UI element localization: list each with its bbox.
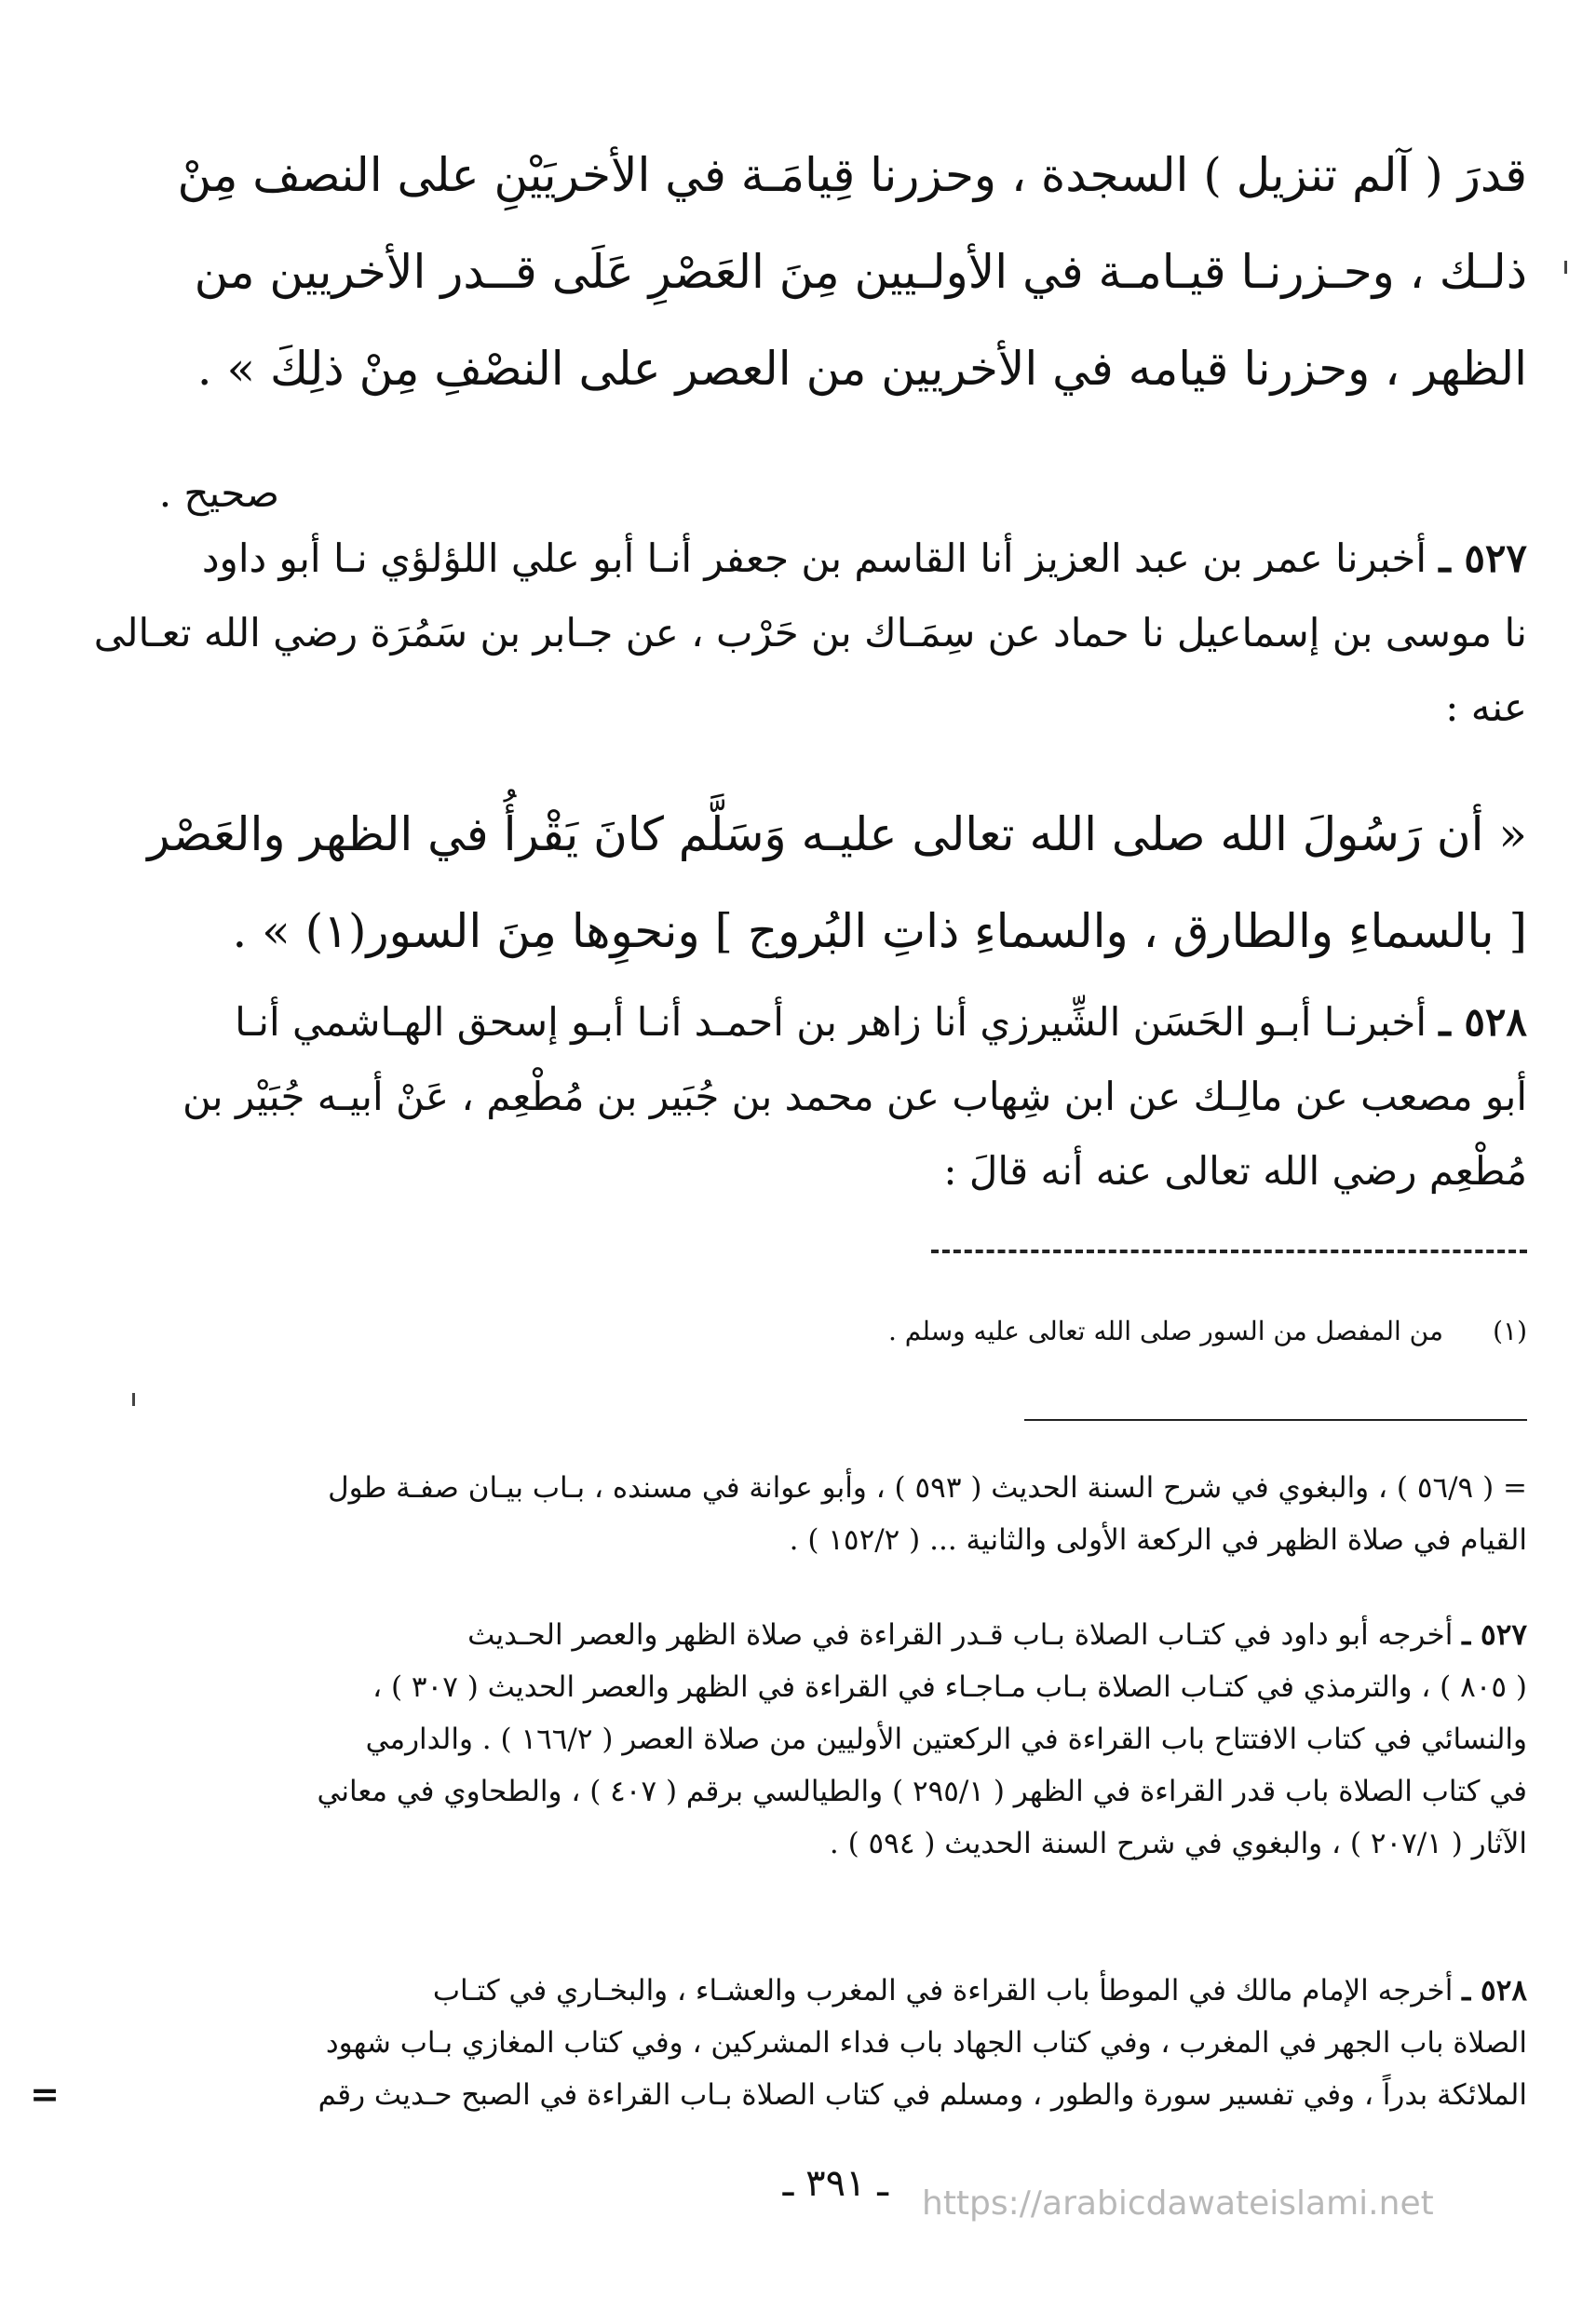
hadith-chain-text: أخبرنـا أبـو الحَسَن الشِّيرزي أنا زاهر بن أحمـد أنـا أبـو إسحق الهـاشمي أنـا (235, 999, 1427, 1045)
footnote-line (503, 1313, 1527, 1350)
grading-text: صحيح . (158, 470, 279, 516)
note-line: = ( ٥٦/٩ ) ، والبغوي في شرح السنة الحديث ( ٥٩٣ ) ، وأبو عوانة في مسنده ، بـاب بيـان صفـة طول (328, 1471, 1527, 1505)
text-line: ذلـك ، وحـزرنـا قيـامـة في الأولـيين مِنَ العَصْرِ عَلَى قــدر الأخريين من (194, 245, 1527, 299)
note-line: الملائكة بدراً ، وفي تفسير سورة والطور ، ومسلم في كتاب الصلاة بـاب القراءة في الصبح حـديث رقم (318, 2078, 1527, 2112)
note-number: ٥٢٨ ـ (1462, 1974, 1527, 2007)
text-line: مُطْعِم رضي الله تعالى عنه أنه قالَ : (943, 1148, 1527, 1194)
text-line: قدرَ ( آلم تنزيل ) السجدة ، وحزرنا قِيامَـة في الأخريَيْنِ على النصف مِنْ (177, 148, 1527, 202)
footnote-dashed-separator (931, 1250, 1527, 1253)
note-line: ( ٨٠٥ ) ، والترمذي في كتـاب الصلاة بـاب مـاجـاء في القراءة في الظهر والعصر الحديث ( ٣٠٧ ) ، (372, 1670, 1527, 1704)
note-line (67, 1965, 1527, 2017)
note-528 (67, 1965, 1527, 2121)
continues-mark: = (30, 2073, 60, 2115)
note-line (67, 1609, 1527, 1661)
note-527 (67, 1609, 1527, 1870)
text-line: عنه : (1445, 684, 1527, 730)
note-line: القيام في صلاة الظهر في الركعة الأولى والثانية ... ( ١٥٢/٢ ) . (789, 1523, 1527, 1557)
hadith-number: ٥٢٧ ـ (1439, 535, 1527, 581)
note-line: الصلاة باب الجهر في المغرب ، وفي كتاب الجهاد باب فداء المشركين ، وفي كتاب المغازي بـاب شهود (325, 2026, 1527, 2060)
footnote (503, 1313, 1527, 1350)
matn-line: « أن رَسُولَ الله صلى الله تعالى عليـه وَسَلَّم كانَ يَقْرأُ في الظهر والعَصْر (147, 807, 1527, 861)
matn-line: [ بالسماءِ والطارق ، والسماءِ ذاتِ البُروج ] ونحوِها مِنَ السور(١) » . (232, 904, 1527, 958)
scan-mark (132, 1393, 135, 1406)
hadith-527 (67, 521, 1527, 745)
hadith-chain-text: أخبرنا عمر بن عبد العزيز أنا القاسم بن جعفر أنـا أبو علي اللؤلؤي نـا أبو داود (201, 535, 1427, 581)
footnote-marker: (١) (1493, 1316, 1527, 1346)
note-text: أخرجه أبو داود في كتـاب الصلاة بـاب قـدر القراءة في صلاة الظهر والعصر الحـديث (467, 1618, 1454, 1652)
note-number: ٥٢٧ ـ (1462, 1618, 1527, 1652)
text-line: نا موسى بن إسماعيل نا حماد عن سِمَـاك بن حَرْب ، عن جـابر بن سَمُرَة رضي الله تعـالى (93, 610, 1527, 656)
text-line: الظهر ، وحزرنا قيامه في الأخريين من العصر على النصْفِ مِنْ ذلِكَ » . (196, 342, 1527, 396)
main-text-continuation (67, 127, 1527, 417)
page-number: ـ ٣٩١ ـ (782, 2162, 888, 2205)
hadith-number: ٥٢٨ ـ (1439, 999, 1527, 1045)
text-line (67, 985, 1527, 1060)
text-line: أبو مصعب عن مالِـك عن ابن شِهاب عن محمد بن جُبَير بن مُطْعِم ، عَنْ أبيـه جُبَيْر بن (182, 1074, 1527, 1119)
scan-mark (1564, 261, 1567, 274)
notes-continuation (67, 1462, 1527, 1566)
notes-separator-rule (1024, 1419, 1527, 1421)
hadith-grading (56, 456, 279, 531)
note-line: في كتاب الصلاة باب قدر القراءة في الظهر ( ٢٩٥/١ ) والطيالسي برقم ( ٤٠٧ ) ، والطحاوي في معاني (317, 1775, 1527, 1808)
footnote-text: من المفصل من السور صلى الله تعالى عليه وسلم . (887, 1316, 1443, 1346)
hadith-527-matn (67, 786, 1527, 980)
hadith-528 (67, 985, 1527, 1209)
note-text: أخرجه الإمام مالك في الموطأ باب القراءة في المغرب والعشـاء ، والبخـاري في كتـاب (432, 1974, 1454, 2007)
text-line (67, 521, 1527, 596)
note-line: والنسائي في كتاب الافتتاح باب القراءة في الركعتين الأوليين من صلاة العصر ( ١٦٦/٢ ) . والدارمي (365, 1723, 1527, 1756)
watermark-url: https://arabicdawateislami.net (922, 2184, 1434, 2223)
note-line: الآثار ( ٢٠٧/١ ) ، والبغوي في شرح السنة الحديث ( ٥٩٤ ) . (829, 1827, 1527, 1860)
